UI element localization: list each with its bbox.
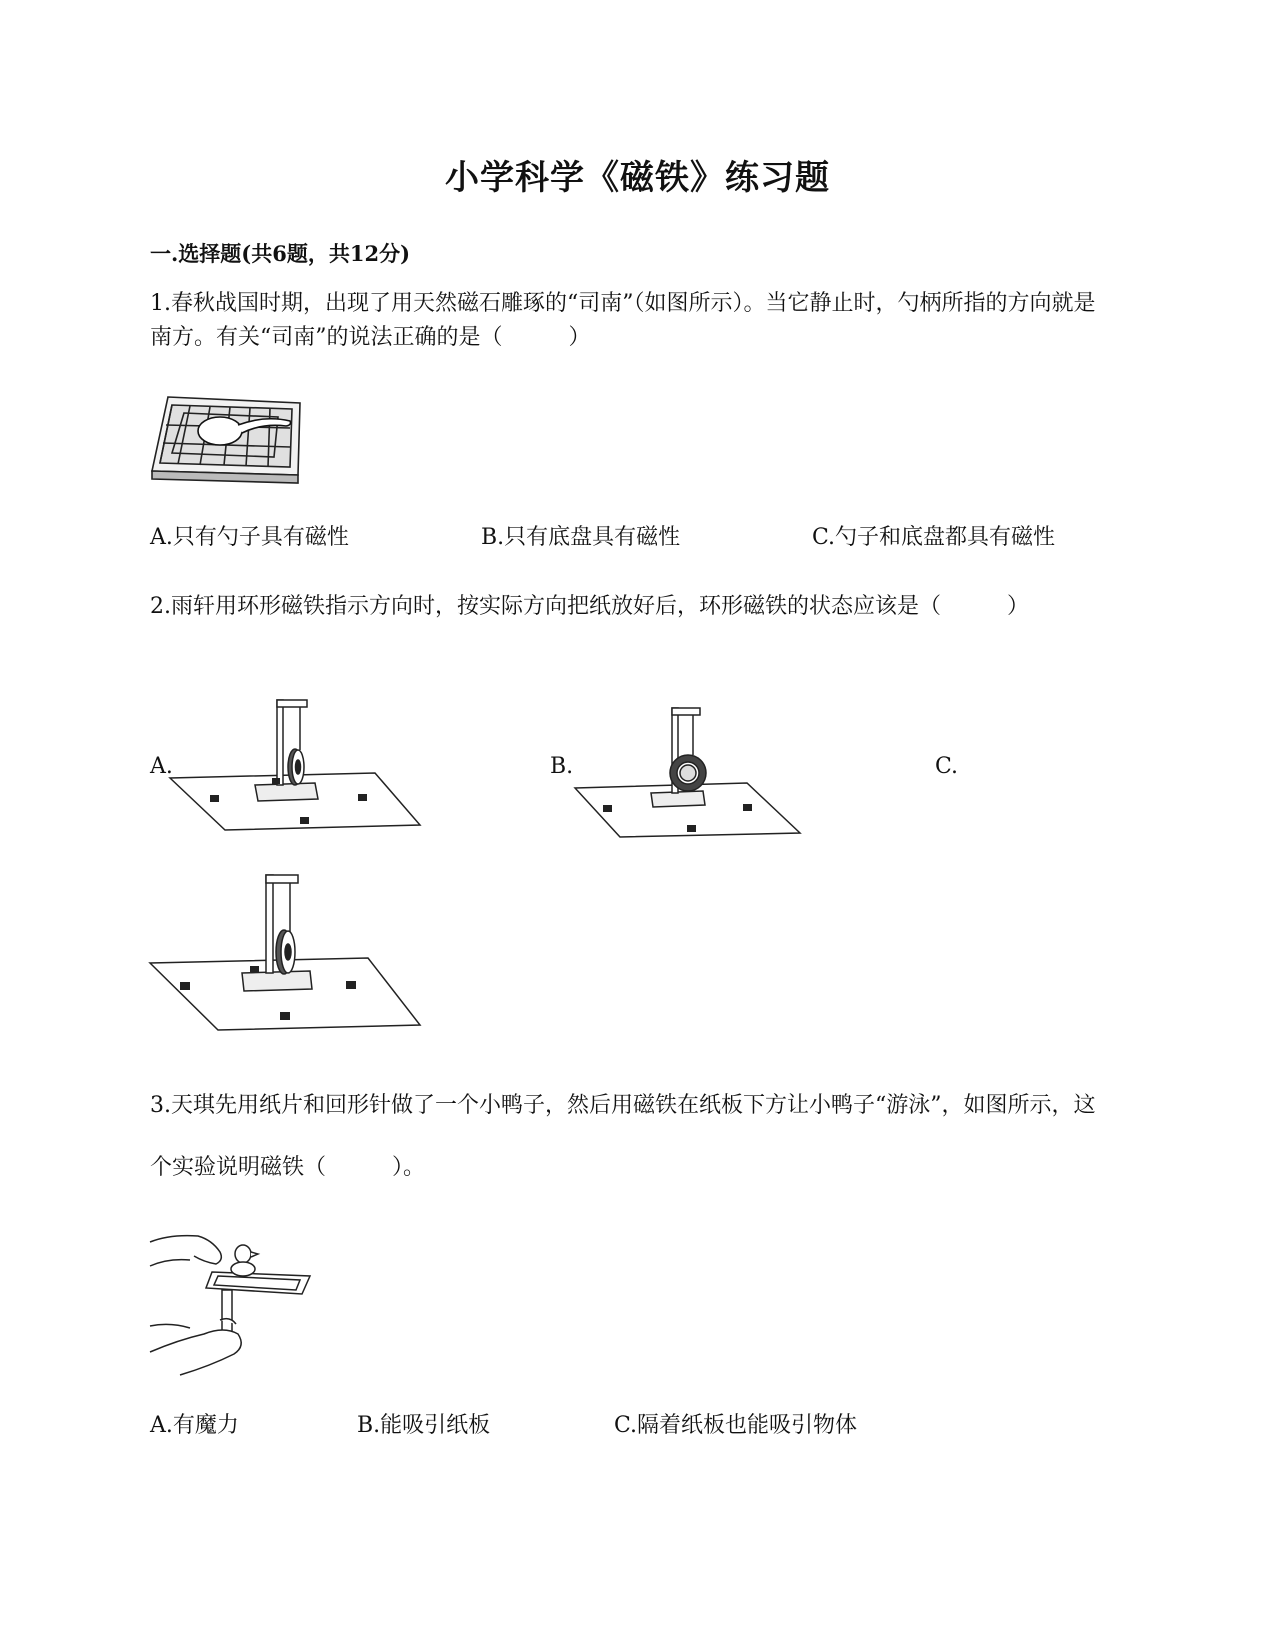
question-3-option-c[interactable]: C.隔着纸板也能吸引物体 [614,1413,858,1438]
page-title: 小学科学《磁铁》练习题 [445,158,830,198]
sinan-compass-image [150,395,300,485]
question-2-option-a[interactable]: A. [150,754,173,779]
question-1-option-a[interactable]: A.只有勺子具有磁性 [150,525,349,550]
question-3-stem: 3.天琪先用纸片和回形针做了一个小鸭子，然后用磁铁在纸板下方让小鸭子“游泳”，如图所示，这个实验说明磁铁（ ）。 [150,1093,1096,1180]
question-1-stem: 1.春秋战国时期，出现了用天然磁石雕琢的“司南”（如图所示）。当它静止时，勺柄所指的方向就是南方。有关“司南”的说法正确的是（ ） [150,291,1096,350]
section-heading: 一.选择题(共6题，共12分) [150,241,411,266]
ring-magnet-stand-image-c [150,870,420,1030]
question-2-option-c[interactable]: C. [935,754,959,779]
question-3-option-a[interactable]: A.有魔力 [150,1413,239,1438]
ring-magnet-stand-image-a [170,695,420,835]
question-1-option-c[interactable]: C.勺子和底盘都具有磁性 [812,525,1056,550]
question-1-option-b[interactable]: B.只有底盘具有磁性 [481,525,681,550]
question-3-option-b[interactable]: B.能吸引纸板 [357,1413,491,1438]
question-2-stem: 2.雨轩用环形磁铁指示方向时，按实际方向把纸放好后，环形磁铁的状态应该是（ ） [150,594,1029,619]
question-2-option-b[interactable]: B. [550,754,574,779]
ring-magnet-stand-image-b [575,705,800,840]
paper-duck-magnet-image [150,1230,315,1375]
